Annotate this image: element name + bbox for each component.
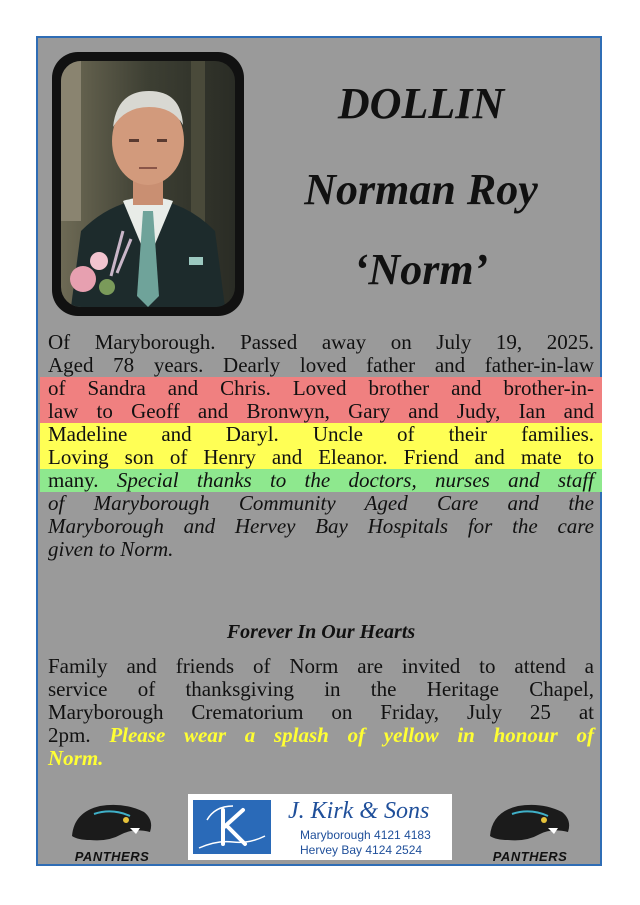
text-line-highlight-yellow: Loving son of Henry and Eleanor. Friend and mate to — [40, 446, 602, 469]
portrait-image — [61, 61, 235, 307]
panther-head-icon — [482, 798, 578, 848]
phone-maryborough: Maryborough 4121 4183 — [300, 828, 431, 842]
phone-hervey-bay: Hervey Bay 4124 2524 — [300, 843, 423, 857]
text-line-italic: Maryborough and Hervey Bay Hospitals for the care — [48, 514, 594, 538]
panthers-label: PANTHERS — [492, 849, 568, 864]
panther-head-icon — [64, 798, 160, 848]
text-line: Aged 78 years. Dearly loved father and father-in-law — [48, 353, 594, 377]
nickname: ‘Norm’ — [353, 245, 489, 294]
text-line-highlight-yellow: Madeline and Daryl. Uncle of their families. — [40, 423, 602, 446]
obituary-card — [36, 36, 602, 866]
text-line-highlight-red: law to Geoff and Bronwyn, Gary and Judy, Ian and — [40, 400, 602, 423]
text-line-highlight-red: of Sandra and Chris. Loved brother and brother-in- — [40, 377, 602, 400]
k-monogram — [193, 800, 271, 854]
text-line-highlight-green — [40, 469, 602, 492]
funeral-director-name: J. Kirk & Sons — [288, 798, 430, 824]
portrait-photo — [52, 52, 244, 316]
forever-heading: Forever In Our Hearts — [226, 621, 416, 643]
text-line — [48, 724, 594, 747]
text-plain: 2pm. — [48, 723, 91, 747]
surname: DOLLIN — [337, 79, 505, 128]
text-line-italic: of Maryborough Community Aged Care and the — [48, 491, 594, 515]
funeral-director-logo — [188, 794, 452, 860]
special-thanks-text: Special thanks to the doctors, nurses and staff — [116, 468, 594, 492]
panthers-logo-left — [64, 798, 160, 864]
service-text — [48, 655, 594, 770]
text-line: Family and friends of Norm are invited to attend a — [48, 654, 594, 678]
obituary-text — [48, 331, 594, 561]
text-line: service of thanksgiving in the Heritage Chapel, — [48, 677, 594, 701]
yellow-request-end: Norm. — [48, 746, 104, 770]
text-plain: many. — [48, 468, 99, 492]
panthers-label: PANTHERS — [74, 849, 150, 864]
panthers-logo-right — [482, 798, 578, 864]
text-line: Maryborough Crematorium on Friday, July 25 at — [48, 700, 594, 724]
k-logo-icon — [193, 800, 271, 854]
text-line: Of Maryborough. Passed away on July 19, 2025. — [48, 330, 594, 354]
given-names: Norman Roy — [304, 165, 538, 214]
text-line-italic: given to Norm. — [48, 537, 174, 561]
yellow-request-text: Please wear a splash of yellow in honour of — [109, 723, 594, 747]
